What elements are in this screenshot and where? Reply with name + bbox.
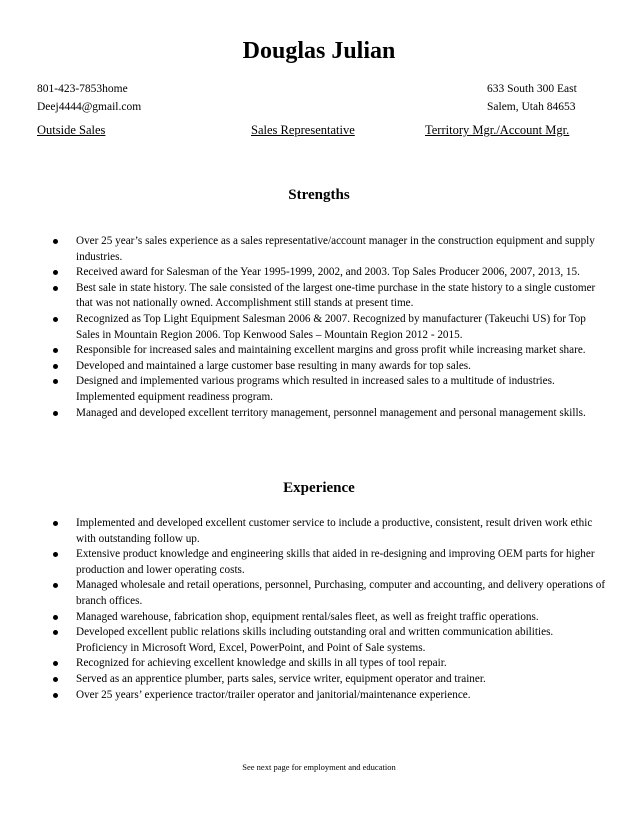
list-item — [0, 672, 606, 688]
list-item-text: Recognized as Top Light Equipment Salesman 2006 & 2007. Recognized by manufacturer (Takeuchi US) for Top Sales in Mountain Region 2006. Top Kenwood Sales – Mountain Region 2012 - 2015. — [76, 312, 586, 341]
job-titles-row — [37, 123, 584, 139]
list-item-text: Received award for Salesman of the Year 1995-1999, 2002, and 2003. Top Sales Producer 2006, 2007, 2013, 15. — [76, 266, 580, 279]
bullet-icon — [53, 583, 58, 588]
job-title-territory-mgr: Territory Mgr./Account Mgr. — [425, 123, 570, 137]
phone-number: 801-423-7853home — [37, 83, 128, 95]
list-item-text: Over 25 years’ experience tractor/trailer operator and janitorial/maintenance experience. — [76, 688, 471, 701]
list-item-text: Over 25 year’s sales experience as a sales representative/account manager in the construction equipment and supply industries. — [76, 235, 595, 263]
list-item-text: Developed and maintained a large customer base resulting in many awards for top sales. — [76, 359, 471, 372]
job-title-outside-sales: Outside Sales — [37, 123, 106, 137]
bullet-icon — [53, 521, 58, 526]
address-line-1: 633 South 300 East — [487, 83, 577, 95]
contact-right — [487, 80, 577, 116]
bullet-icon — [53, 411, 58, 416]
job-title-sales-rep: Sales Representative — [251, 123, 355, 137]
list-item-text: Developed excellent public relations skills including outstanding oral and written communication abilities. Proficiency in Microsoft Word, Excel, PowerPoint, and Point of Sale systems. — [76, 626, 554, 654]
list-item — [0, 578, 606, 609]
bullet-icon — [53, 348, 58, 353]
list-item — [0, 610, 606, 626]
strengths-heading: Strengths — [288, 187, 350, 203]
list-item — [0, 656, 606, 672]
address-line-2: Salem, Utah 84653 — [487, 101, 576, 113]
bullet-icon — [53, 693, 58, 698]
list-item-text: Responsible for increased sales and maintaining excellent margins and gross profit while increasing market share. — [76, 344, 586, 357]
list-item — [0, 265, 606, 281]
list-item — [0, 374, 606, 405]
list-item — [0, 547, 606, 578]
list-item — [0, 281, 606, 312]
list-item — [0, 406, 606, 422]
bullet-icon — [53, 239, 58, 244]
email-address: Deej4444@gmail.com — [37, 101, 142, 113]
experience-list — [0, 516, 606, 703]
bullet-icon — [53, 270, 58, 275]
list-item-text: Managed warehouse, fabrication shop, equipment rental/sales fleet, as well as freight traffic operations. — [76, 610, 539, 623]
list-item — [0, 359, 606, 375]
list-item-text: Extensive product knowledge and engineering skills that aided in re-designing and improving OEM parts for higher production and lower operating costs. — [76, 548, 595, 576]
strengths-list — [0, 234, 606, 421]
list-item-text: Recognized for achieving excellent knowledge and skills in all types of tool repair. — [76, 657, 447, 670]
bullet-icon — [53, 317, 58, 322]
list-item — [0, 343, 606, 359]
list-item-text: Implemented and developed excellent customer service to include a productive, consistent, result driven work ethic with outstanding follow up. — [76, 517, 593, 545]
bullet-icon — [53, 379, 58, 384]
list-item-text: Managed wholesale and retail operations, personnel, Purchasing, computer and accounting, and delivery operations of branch offices. — [76, 579, 606, 607]
bullet-icon — [53, 661, 58, 666]
footer-note: See next page for employment and education — [242, 762, 396, 772]
list-item-text: Designed and implemented various programs which resulted in increased sales to a multitude of industries. Implemented equipment readiness program. — [76, 375, 555, 403]
contact-left — [37, 80, 141, 116]
bullet-icon — [53, 364, 58, 369]
list-item — [0, 312, 606, 343]
candidate-name: Douglas Julian — [242, 38, 396, 64]
bullet-icon — [53, 615, 58, 620]
bullet-icon — [53, 677, 58, 682]
list-item-text: Best sale in state history. The sale consisted of the largest one-time purchase in the state history to a single customer that was not nationally owned. Accomplishment still stands at present time. — [76, 281, 596, 310]
experience-heading: Experience — [283, 480, 355, 496]
list-item — [0, 234, 606, 265]
bullet-icon — [53, 286, 58, 291]
bullet-icon — [53, 630, 58, 635]
bullet-icon — [53, 552, 58, 557]
list-item — [0, 625, 606, 656]
list-item — [0, 688, 606, 704]
list-item-text: Served as an apprentice plumber, parts sales, service writer, equipment operator and trainer. — [76, 672, 486, 685]
list-item-text: Managed and developed excellent territory management, personnel management and personal management skills. — [76, 406, 586, 419]
list-item — [0, 516, 606, 547]
